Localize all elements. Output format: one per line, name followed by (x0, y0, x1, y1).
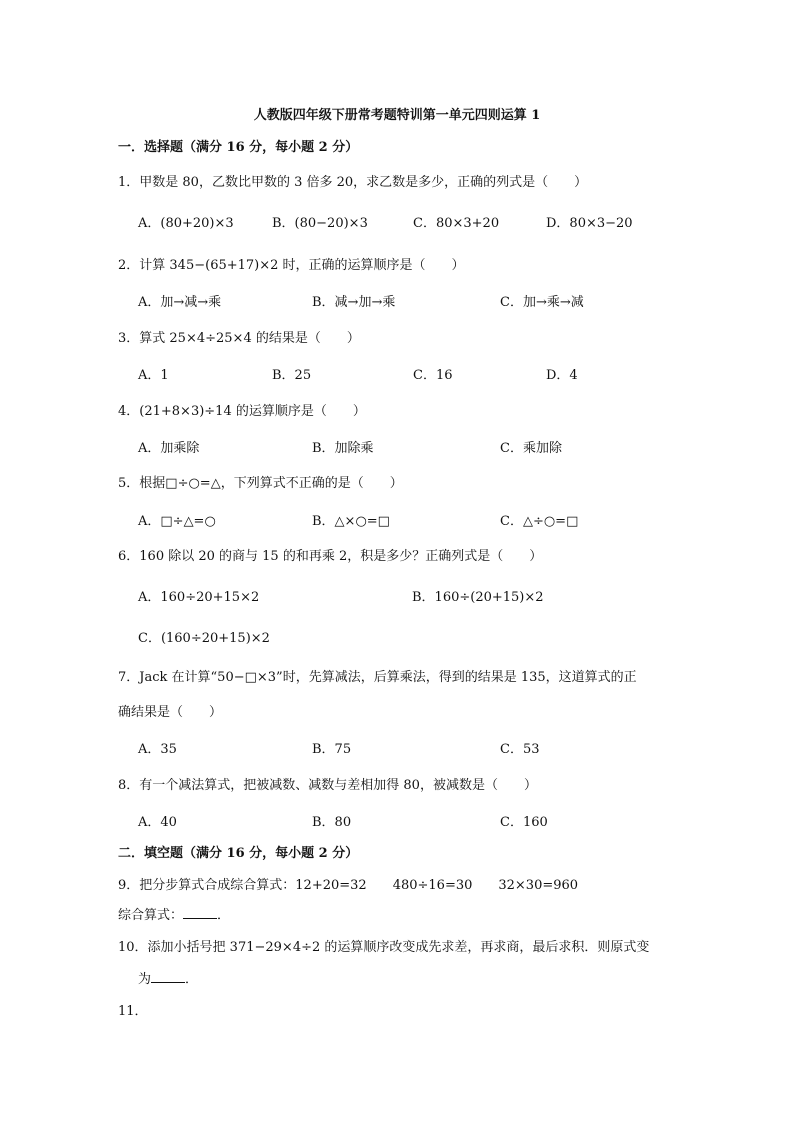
question-number: 4． (118, 404, 140, 419)
answer-blank[interactable] (183, 907, 217, 919)
option-a: A．加乘除 (138, 441, 200, 456)
option-a: A．(80+20)×3 (138, 216, 234, 231)
question-11 (118, 1000, 148, 1019)
question-number: 5． (118, 476, 140, 491)
answer-blank[interactable] (151, 971, 185, 983)
question-text-line1: Jack 在计算“50−□×3”时，先算减法，后算乘法，得到的结果是 135，这道算式的正 (139, 670, 637, 685)
question-number: 1． (118, 175, 140, 190)
option-c: C．△÷○=□ (500, 514, 579, 529)
question-text: 算式 25×4÷25×4 的结果是（ ） (139, 331, 360, 346)
option-c: C．加→乘→减 (500, 295, 584, 310)
option-b: B．△×○=□ (312, 514, 390, 529)
option-d: D．80×3−20 (546, 216, 633, 231)
option-a: A．40 (138, 815, 177, 830)
question-1 (118, 171, 587, 190)
question-3 (118, 327, 360, 346)
question-number: 10． (118, 940, 148, 955)
option-d: D．4 (546, 368, 578, 383)
option-c: C．80×3+20 (413, 216, 500, 231)
option-b: B．加除乘 (312, 441, 374, 456)
option-b: B．(80−20)×3 (272, 216, 368, 231)
option-c: C．53 (500, 742, 540, 757)
option-b: B．75 (312, 742, 352, 757)
option-a: A．加→减→乘 (138, 295, 222, 310)
question-number: 9． (118, 878, 140, 893)
option-b: B．160÷(20+15)×2 (412, 590, 544, 605)
question-7-line2: 确结果是（ ） (118, 705, 223, 720)
question-text: 有一个减法算式，把被减数、减数与差相加得 80，被减数是（ ） (139, 778, 537, 793)
question-number: 6． (118, 549, 140, 564)
question-number: 11． (118, 1004, 148, 1019)
option-a: A．160÷20+15×2 (138, 590, 260, 605)
question-text: 添加小括号把 371−29×4÷2 的运算顺序改变成先求差，再求商，最后求积．则原式变 (147, 940, 650, 955)
option-b: B．减→加→乘 (312, 295, 396, 310)
question-4 (118, 400, 366, 419)
question-10 (118, 936, 649, 955)
question-6 (118, 545, 542, 564)
answer-suffix: ． (217, 908, 231, 923)
question-number: 3． (118, 331, 140, 346)
question-10-answer-line (138, 968, 198, 987)
question-number: 7． (118, 670, 140, 685)
question-text: 把分步算式合成综合算式：12+20=32 480÷16=30 32×30=960 (139, 878, 579, 893)
question-text: 根据□÷○=△，下列算式不正确的是（ ） (139, 476, 403, 491)
question-9-answer-line (118, 904, 230, 923)
answer-suffix: ． (185, 972, 199, 987)
page-title: 人教版四年级下册常考题特训第一单元四则运算 1 (253, 108, 541, 123)
question-5 (118, 472, 403, 491)
question-text: 甲数是 80，乙数比甲数的 3 倍多 20，求乙数是多少，正确的列式是（ ） (139, 175, 588, 190)
question-number: 2． (118, 258, 140, 273)
question-text: 计算 345−(65+17)×2 时，正确的运算顺序是（ ） (139, 258, 465, 273)
section-heading-fill: 二．填空题（满分 16 分，每小题 2 分） (118, 846, 359, 861)
section-heading-choice: 一．选择题（满分 16 分，每小题 2 分） (118, 140, 359, 155)
answer-label: 综合算式： (118, 908, 184, 923)
option-a: A．35 (138, 742, 177, 757)
option-c: C．160 (500, 815, 548, 830)
question-text: (21+8×3)÷14 的运算顺序是（ ） (139, 404, 366, 419)
question-8 (118, 774, 537, 793)
option-c: C．(160÷20+15)×2 (138, 631, 270, 646)
question-number: 8． (118, 778, 140, 793)
question-text: 160 除以 20 的商与 15 的和再乘 2，积是多少？正确列式是（ ） (139, 549, 543, 564)
question-9 (118, 874, 578, 893)
answer-label: 为 (138, 972, 152, 987)
option-c: C．16 (413, 368, 453, 383)
option-b: B．25 (272, 368, 312, 383)
question-2 (118, 254, 465, 273)
option-c: C．乘加除 (500, 441, 562, 456)
option-b: B．80 (312, 815, 352, 830)
option-a: A．1 (138, 368, 169, 383)
question-7 (118, 666, 637, 685)
option-a: A．□÷△=○ (138, 514, 216, 529)
